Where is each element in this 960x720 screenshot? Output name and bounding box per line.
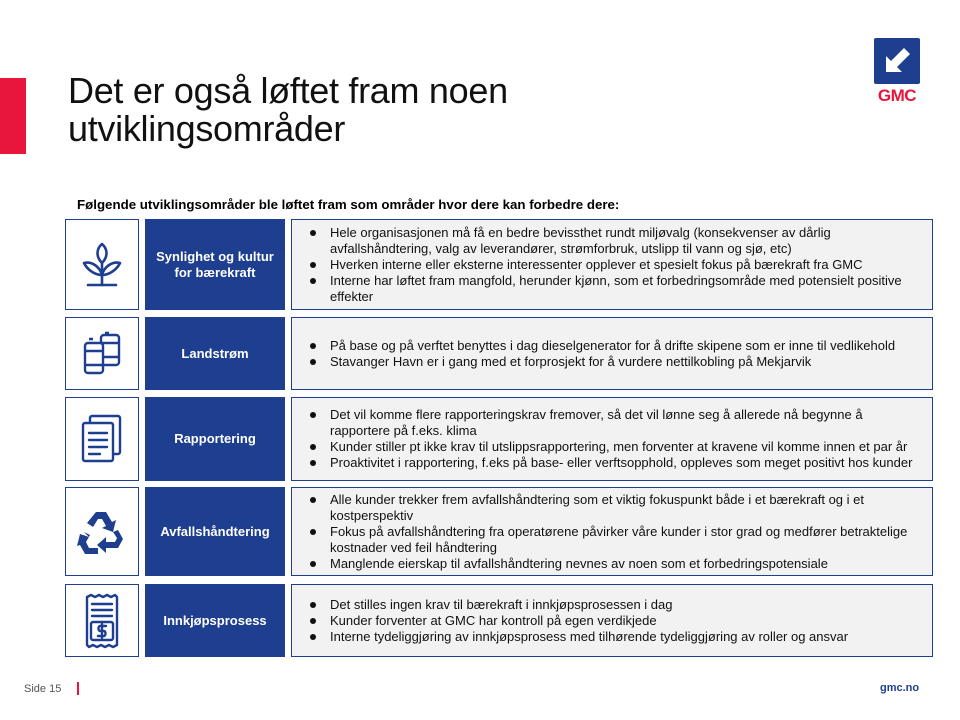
- bullet-item: Interne har løftet fram mangfold, herunder kjønn, som et forbedringsområde med potensielt positive effekter: [308, 273, 924, 305]
- bullet-item: Hverken interne eller eksterne interessenter opplever et spesielt fokus på bærekraft fra GMC: [308, 257, 924, 273]
- row-label: Avfallshåndtering: [145, 487, 285, 576]
- slide-title: [68, 72, 688, 148]
- recycle-icon: [76, 508, 128, 556]
- row-label: Rapportering: [145, 397, 285, 481]
- icon-cell: [65, 317, 139, 390]
- documents-icon: [78, 413, 126, 465]
- bullet-item: Det vil komme flere rapporteringskrav fremover, så det vil lønne seg å allerede nå begynne å rapportere på f.eks. klima: [308, 407, 924, 439]
- gmc-logo: [872, 38, 922, 106]
- bullet-item: På base og på verftet benyttes i dag dieselgenerator for å drifte skipene som er inne til vedlikehold: [308, 338, 895, 354]
- bullet-list: [308, 597, 848, 645]
- receipt-dollar-icon: [82, 593, 122, 649]
- footer-website[interactable]: gmc.no: [880, 682, 920, 694]
- bullet-item: Alle kunder trekker frem avfallshåndtering som et viktig fokuspunkt både i et bærekraft og i et kostperspektiv: [308, 492, 924, 524]
- footer-page: [24, 682, 79, 695]
- bullet-list: [308, 407, 924, 471]
- intro-text: Følgende utviklingsområder ble løftet fram som områder hvor dere kan forbedre dere:: [77, 197, 620, 212]
- sprout-icon: [78, 241, 126, 289]
- icon-cell: [65, 219, 139, 310]
- row-label: Innkjøpsprosess: [145, 584, 285, 657]
- row-landstrom: [65, 317, 933, 390]
- bullet-item: Proaktivitet i rapportering, f.eks på base- eller verftsopphold, oppleves som meget positivt hos kunder: [308, 455, 924, 471]
- bullet-item: Fokus på avfallshåndtering fra operatørene påvirker våre kunder i stor grad og medfører betraktelige kostnader ved feil håndtering: [308, 524, 924, 556]
- row-label: Synlighet og kultur for bærekraft: [145, 219, 285, 310]
- bullet-list: [308, 225, 924, 305]
- title-line-1: Det er også løftet fram noen: [68, 70, 508, 111]
- accent-bar: [0, 78, 26, 154]
- row-label: Landstrøm: [145, 317, 285, 390]
- row-innkjopsprosess: [65, 584, 933, 657]
- title-line-2: utviklingsområder: [68, 108, 346, 149]
- bullet-item: Stavanger Havn er i gang med et forprosjekt for å vurdere nettilkobling på Mekjarvik: [308, 354, 895, 370]
- bullet-item: Det stilles ingen krav til bærekraft i innkjøpsprosessen i dag: [308, 597, 848, 613]
- footer-separator: [77, 682, 79, 695]
- row-rapportering: [65, 397, 933, 481]
- icon-cell: [65, 397, 139, 481]
- bullet-list: [308, 338, 895, 370]
- page-number: Side 15: [24, 682, 62, 695]
- bullet-item: Hele organisasjonen må få en bedre bevissthet rundt miljøvalg (konsekvenser av dårlig avfallshåndtering, valg av leverandører, strømforbruk, utslipp til vann og sjø, etc): [308, 225, 924, 257]
- row-text: [291, 219, 933, 310]
- bullet-item: Kunder forventer at GMC har kontroll på egen verdikjede: [308, 613, 848, 629]
- row-text: [291, 487, 933, 576]
- bullet-item: Interne tydeliggjøring av innkjøpsprosess med tilhørende tydeliggjøring av roller og ansvar: [308, 629, 848, 645]
- icon-cell: [65, 487, 139, 576]
- arrow-down-left-icon: [874, 38, 920, 84]
- row-avfallshandtering: [65, 487, 933, 576]
- row-text: [291, 317, 933, 390]
- row-text: [291, 397, 933, 481]
- row-synlighet: [65, 219, 933, 310]
- bullet-item: Kunder stiller pt ikke krav til utslippsrapportering, men forventer at kravene vil komme innen et par år: [308, 439, 924, 455]
- icon-cell: [65, 584, 139, 657]
- fuel-barrels-icon: [79, 331, 125, 377]
- bullet-item: Manglende eierskap til avfallshåndtering nevnes av noen som et forbedringspotensiale: [308, 556, 924, 572]
- row-text: [291, 584, 933, 657]
- logo-text: GMC: [877, 86, 917, 105]
- bullet-list: [308, 492, 924, 572]
